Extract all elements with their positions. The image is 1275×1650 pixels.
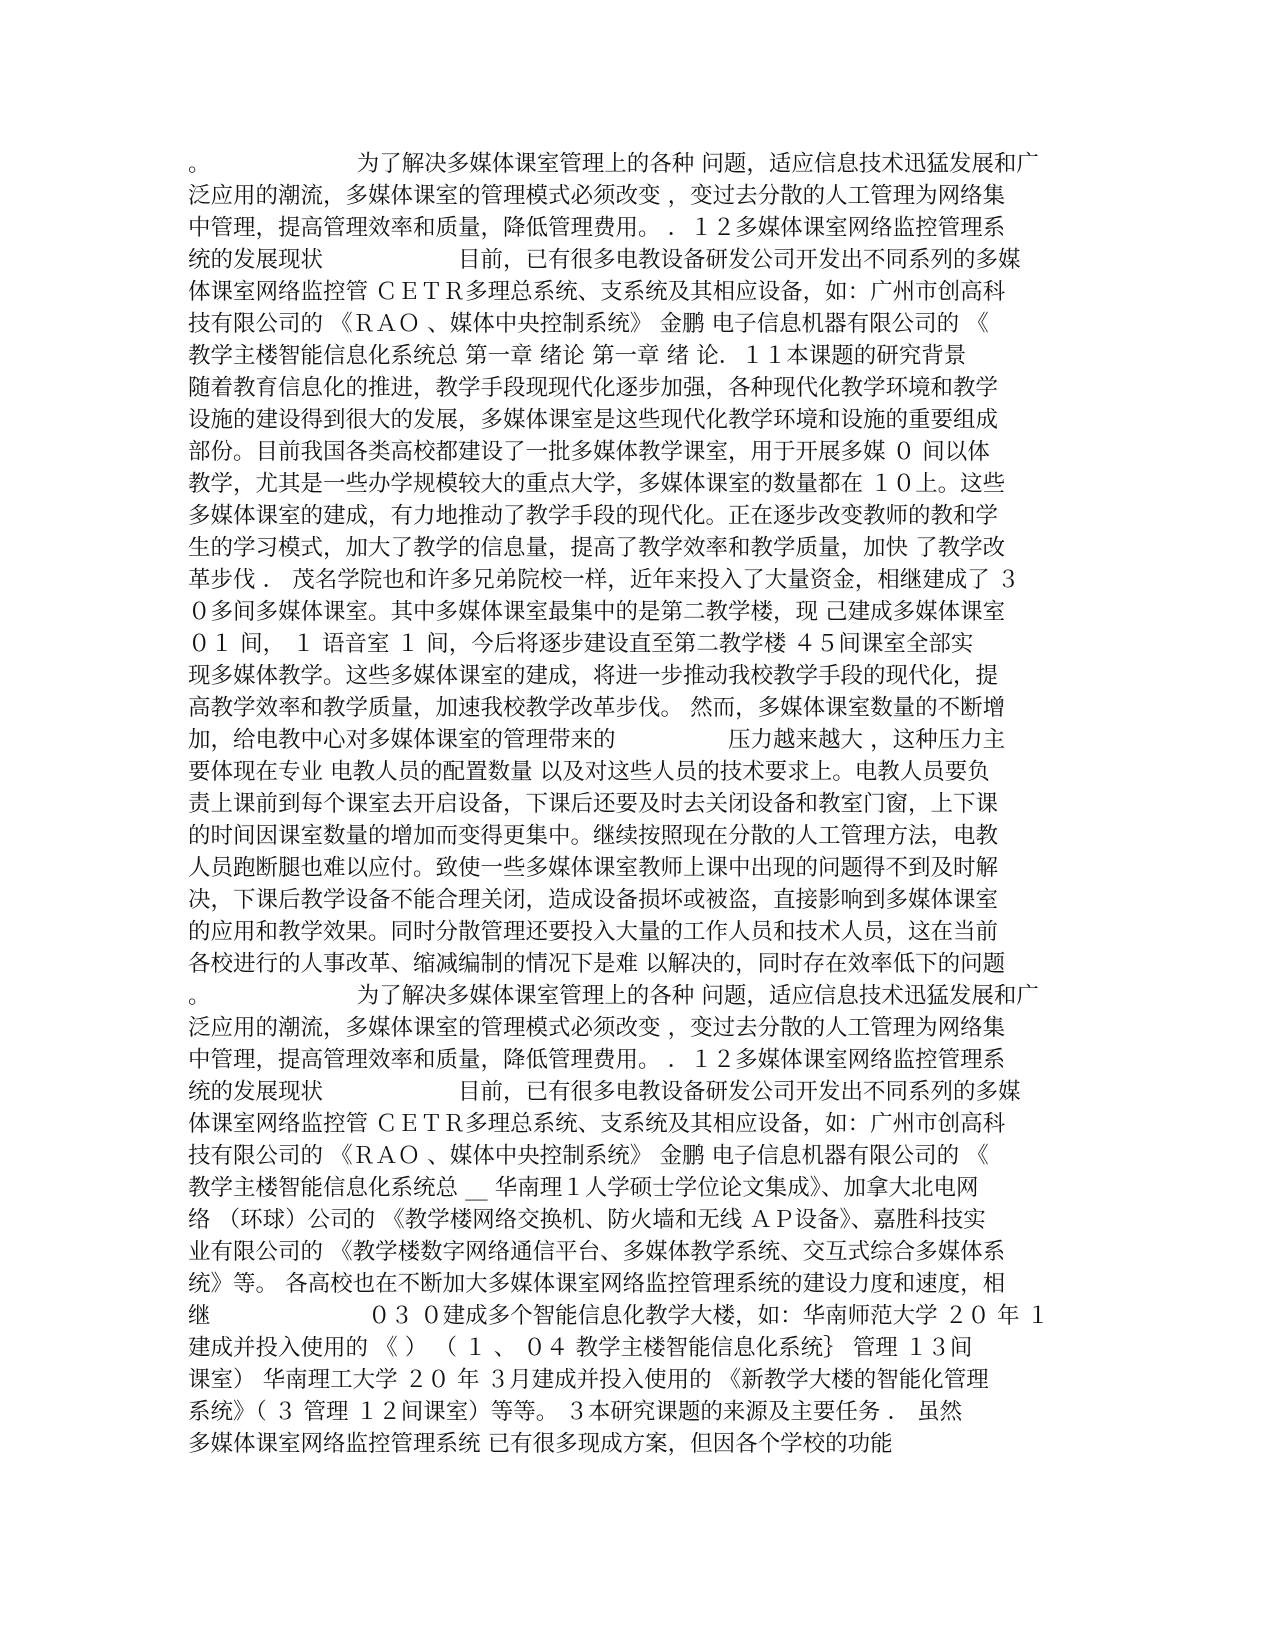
- text-line: 教学，尤其是一些办学规模较大的重点大学，多媒体课室的数量都在 １０上。这些: [188, 471, 1006, 497]
- text-line: 生的学习模式，加大了教学的信息量，提高了教学效率和教学质量，加快 了教学改: [188, 535, 1006, 561]
- text-line: ０多间多媒体课室。其中多媒体课室最集中的是第二教学楼，现 己建成多媒体课室: [188, 599, 1006, 625]
- text-line: 人员跑断腿也难以应付。致使一些多媒体课室教师上课中出现的问题得不到及时解: [188, 855, 999, 881]
- text-line: 技有限公司的 《ＲＡＯ 、媒体中央控制系统》 金鹏 电子信息机器有限公司的 《: [188, 311, 989, 337]
- text-line: 泛应用的潮流，多媒体课室的管理模式必须改变 ，变过去分散的人工管理为网络集: [188, 1015, 1006, 1041]
- text-line: 决，下课后教学设备不能合理关闭，造成设备损坏或被盗，直接影响到多媒体课室: [188, 887, 999, 913]
- text-line: 设施的建设得到很大的发展，多媒体课室是这些现代化教学环境和设施的重要组成: [188, 407, 999, 433]
- text-line: 随着教育信息化的推进，教学手段现现代化逐步加强，各种现代化教学环境和教学: [188, 375, 999, 401]
- text-line: ０１ 间， １ 语音室 １ 间，今后将逐步建设直至第二教学楼 ４５间课室全部实: [188, 631, 974, 657]
- text-line: 革步伐 ． 茂名学院也和许多兄弟院校一样，近年来投入了大量资金，相继建成了 ３: [188, 567, 1020, 593]
- text-line: 系统》（ ３ 管理 １２间课室）等等。 ３本研究课题的来源及主要任务 ． 虽然: [188, 1399, 963, 1425]
- body-text: [188, 148, 1088, 1460]
- text-line: 体课室网络监控管 ＣＥＴＲ多理总系统、支系统及其相应设备，如：广州市创高科: [188, 1111, 1006, 1137]
- text-line: 教学主楼智能信息化系统总 __ 华南理１人学硕士学位论文集成》、加拿大北电网: [188, 1175, 979, 1201]
- text-line: 络 （环球）公司的 《教学楼网络交换机、防火墙和无线 ＡＰ设备》、嘉胜科技实: [188, 1207, 986, 1233]
- text-line: 。 为了解决多媒体课室管理上的各种 问题，适应信息技术迅猛发展和广: [188, 151, 1039, 177]
- text-line: 业有限公司的 《教学楼数字网络通信平台、多媒体教学系统、交互式综合多媒体系: [188, 1239, 1006, 1265]
- text-line: 部份。目前我国各类高校都建设了一批多媒体教学课室，用于开展多媒 ０ 间以体: [188, 439, 990, 465]
- text-line: 高教学效率和教学质量，加速我校教学改革步伐。 然而，多媒体课室数量的不断增: [188, 695, 1006, 721]
- text-line: 各校进行的人事改革、缩减编制的情况下是难 以解决的，同时存在效率低下的问题: [188, 951, 1006, 977]
- text-line: 统的发展现状 目前，已有很多电教设备研发公司开发出不同系列的多媒: [188, 247, 1021, 273]
- text-line: 中管理，提高管理效率和质量，降低管理费用。 ．１２多媒体课室网络监控管理系: [188, 1047, 1006, 1073]
- text-line: 责上课前到每个课室去开启设备，下课后还要及时去关闭设备和教室门窗，上下课: [188, 791, 999, 817]
- text-line: 建成并投入使用的 《 ） （ １ 、 ０４ 教学主楼智能信息化系统｝ 管理 １３间: [188, 1335, 973, 1361]
- text-line: 现多媒体教学。这些多媒体课室的建成，将进一步推动我校教学手段的现代化，提: [188, 663, 999, 689]
- text-line: 课室） 华南理工大学 ２０ 年 ３月建成并投入使用的 《新教学大楼的智能化管理: [188, 1367, 989, 1393]
- text-line: 多媒体课室的建成，有力地推动了教学手段的现代化。正在逐步改变教师的教和学: [188, 503, 999, 529]
- text-line: 的时间因课室数量的增加而变得更集中。继续按照现在分散的人工管理方法，电教: [188, 823, 999, 849]
- text-line: 的应用和教学效果。同时分散管理还要投入大量的工作人员和技术人员，这在当前: [188, 919, 999, 945]
- text-line: 多媒体课室网络监控管理系统 已有很多现成方案，但因各个学校的功能: [188, 1431, 893, 1457]
- text-line: 教学主楼智能信息化系统总 第一章 绪论 第一章 绪 论．１１本课题的研究背景: [188, 343, 967, 369]
- text-line: 体课室网络监控管 ＣＥＴＲ多理总系统、支系统及其相应设备，如：广州市创高科: [188, 279, 1006, 305]
- text-line: 统的发展现状 目前，已有很多电教设备研发公司开发出不同系列的多媒: [188, 1079, 1021, 1105]
- text-line: 要体现在专业 电教人员的配置数量 以及对这些人员的技术要求上。电教人员要负: [188, 759, 990, 785]
- text-line: 统》等。 各高校也在不断加大多媒体课室网络监控管理系统的建设力度和速度，相: [188, 1271, 1006, 1297]
- text-line: 技有限公司的 《ＲＡＯ 、媒体中央控制系统》 金鹏 电子信息机器有限公司的 《: [188, 1143, 989, 1169]
- text-line: 。 为了解决多媒体课室管理上的各种 问题，适应信息技术迅猛发展和广: [188, 983, 1039, 1009]
- text-line: 加，给电教中心对多媒体课室的管理带来的 压力越来越大 ，这种压力主: [188, 727, 1006, 753]
- text-line: 继 ０３ ０建成多个智能信息化教学大楼，如：华南师范大学 ２０ 年 １: [188, 1303, 1050, 1329]
- text-line: 泛应用的潮流，多媒体课室的管理模式必须改变 ，变过去分散的人工管理为网络集: [188, 183, 1006, 209]
- text-line: 中管理，提高管理效率和质量，降低管理费用。 ．１２多媒体课室网络监控管理系: [188, 215, 1006, 241]
